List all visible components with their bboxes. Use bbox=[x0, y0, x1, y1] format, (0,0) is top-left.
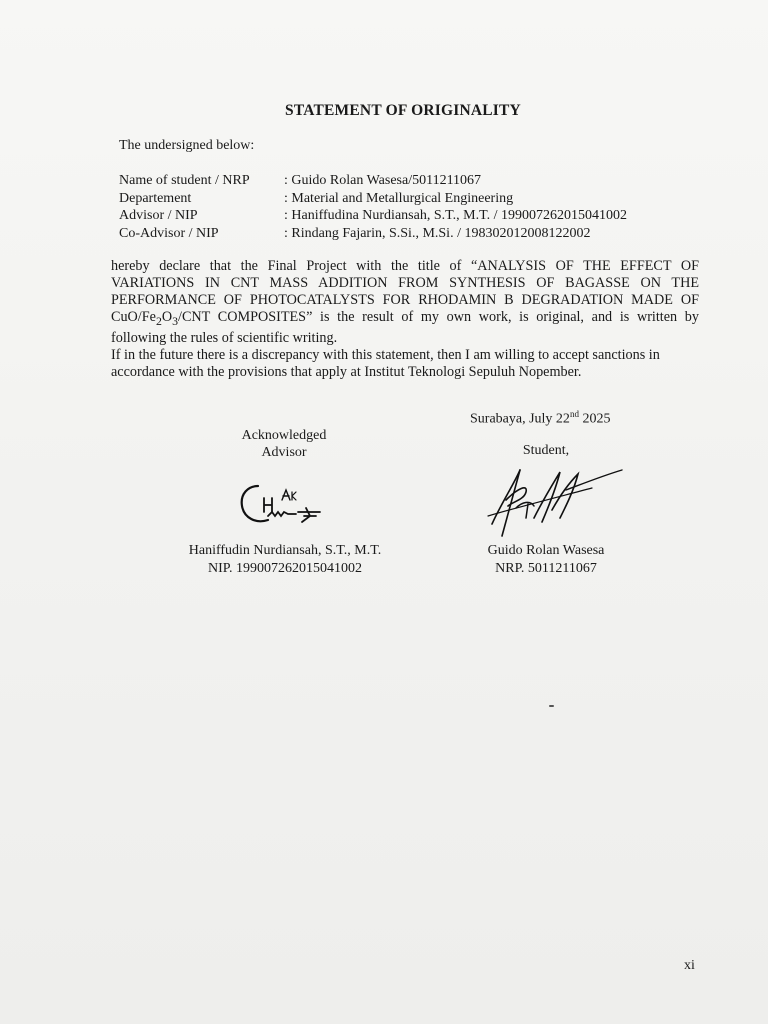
intro-text: The undersigned below: bbox=[119, 138, 255, 153]
info-row-student bbox=[119, 172, 627, 190]
student-name: Guido Rolan Wasesa bbox=[487, 543, 605, 558]
page-number: xi bbox=[684, 958, 695, 973]
declaration-text bbox=[111, 258, 699, 381]
acknowledged-block bbox=[214, 427, 354, 461]
advisor-name: Haniffudin Nurdiansah, S.T., M.T. bbox=[188, 543, 382, 558]
subscript: 2 bbox=[155, 313, 162, 328]
place-date bbox=[470, 409, 610, 428]
advisor-signature-block bbox=[150, 542, 420, 578]
declaration-paragraph bbox=[111, 258, 699, 347]
info-label: Co-Advisor / NIP bbox=[119, 225, 219, 241]
date-superscript: nd bbox=[569, 409, 579, 419]
student-signature-icon bbox=[482, 462, 632, 542]
formula-part: O bbox=[161, 309, 173, 325]
declaration-part1: hereby declare that the Final Project with the title of “ANALYSIS OF THE EFFECT OF VARIATIONS IN CNT MASS ADDITION FROM SYNTHESIS OF BAGASSE ON THE PERFORMANCE OF PHOTOCATALYSTS FOR RHODAMIN B DEGRADATION MADE OF CuO/Fe bbox=[111, 258, 699, 325]
advisor-role-label: Advisor bbox=[261, 445, 307, 460]
info-value: : Material and Metallurgical Engineering bbox=[284, 190, 514, 206]
info-label: Departement bbox=[119, 190, 192, 206]
info-value: : Haniffudina Nurdiansah, S.T., M.T. / 199007262015041002 bbox=[284, 208, 627, 223]
student-signature-block bbox=[460, 542, 632, 578]
acknowledged-label: Acknowledged bbox=[241, 428, 327, 443]
info-label: Advisor / NIP bbox=[119, 208, 198, 223]
info-label: Name of student / NRP bbox=[119, 173, 250, 188]
info-row-advisor bbox=[119, 207, 627, 225]
student-role-label: Student, bbox=[522, 443, 570, 458]
info-row-department bbox=[119, 190, 627, 208]
info-value: : Guido Rolan Wasesa/5011211067 bbox=[284, 173, 482, 188]
student-info-block bbox=[119, 172, 627, 242]
student-nrp: NRP. 5011211067 bbox=[495, 561, 597, 576]
advisor-nip: NIP. 199007262015041002 bbox=[207, 561, 362, 576]
date-year: 2025 bbox=[578, 411, 611, 427]
info-value: : Rindang Fajarin, S.Si., M.Si. / 198302012008122002 bbox=[284, 225, 591, 241]
info-row-co-advisor bbox=[119, 225, 627, 243]
declaration-part2: /CNT COMPOSITES” is the result of my own work, is original, and is written by following the rules of scientific writing. bbox=[111, 309, 699, 346]
document-title: STATEMENT OF ORIGINALITY bbox=[285, 102, 521, 119]
subscript: 3 bbox=[172, 313, 179, 328]
paper-speck bbox=[549, 705, 554, 707]
advisor-signature-icon bbox=[236, 478, 336, 528]
declaration-sanctions: If in the future there is a discrepancy with this statement, then I am willing to accept sanctions in accordance with the provisions that apply at Institut Teknologi Sepuluh Nopember. bbox=[111, 346, 660, 380]
date-prefix: Surabaya, July 22 bbox=[470, 411, 570, 427]
